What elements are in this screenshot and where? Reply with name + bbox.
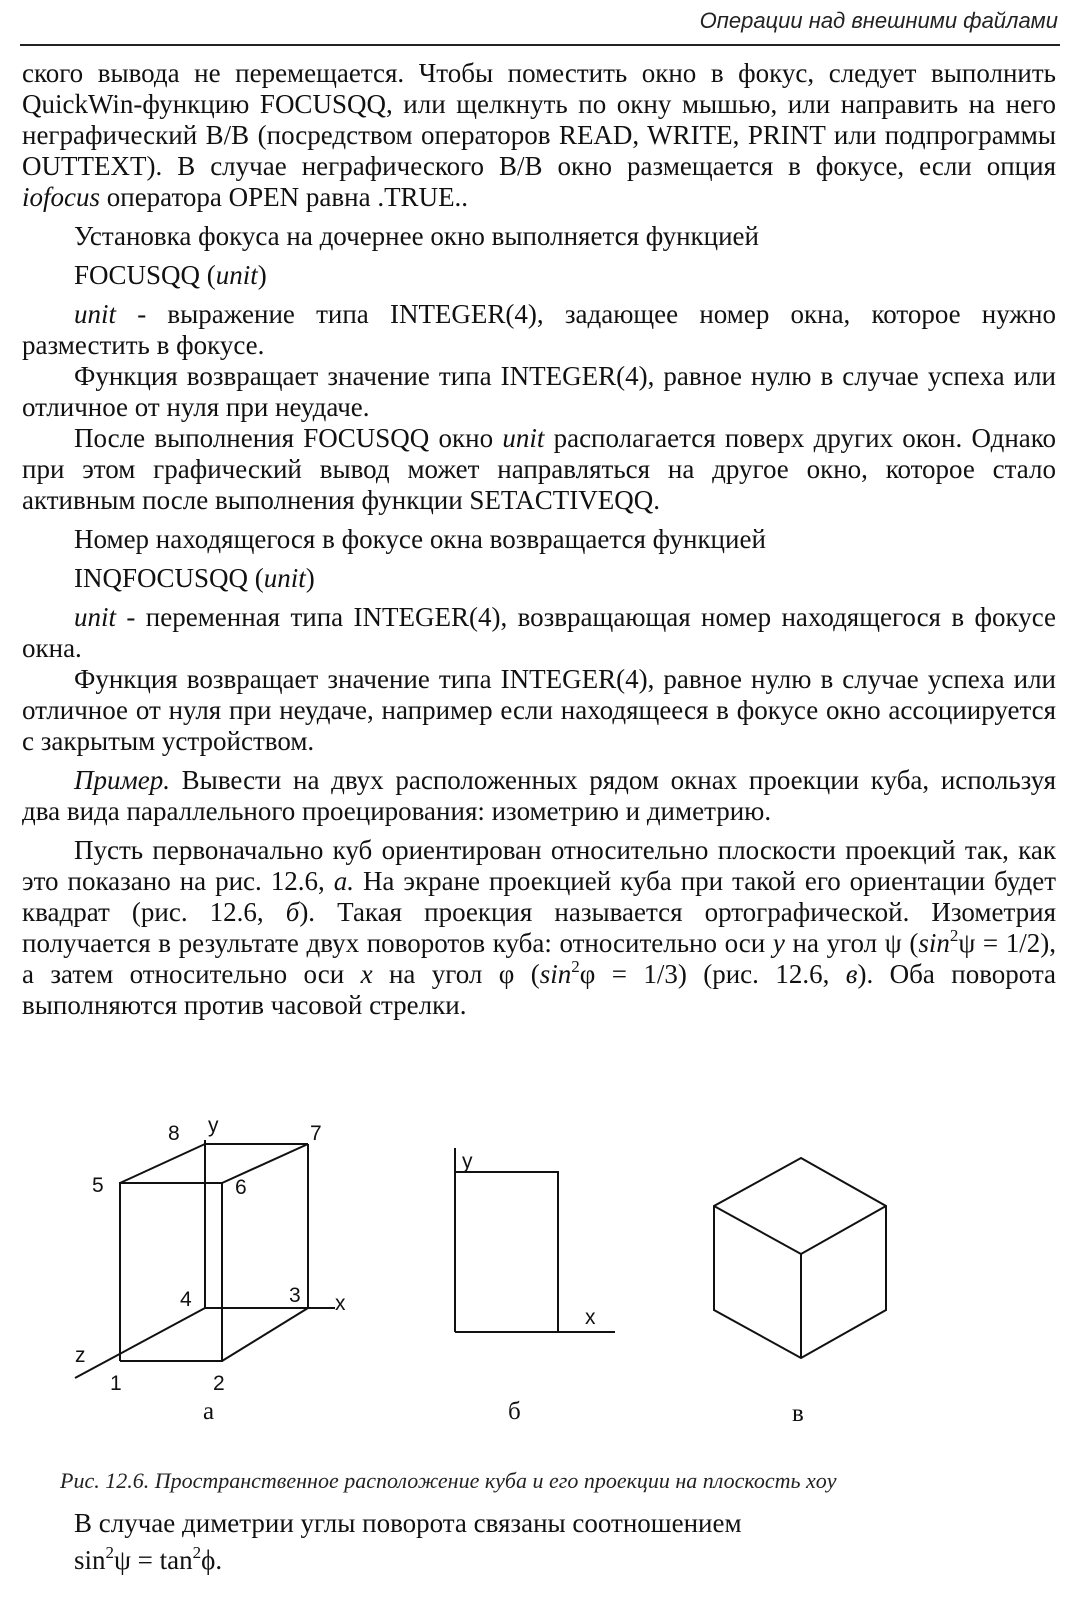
cube-front-face — [120, 1183, 222, 1361]
paragraph-example: Пример. Вывести на двух расположенных рядом окнах проекции куба, используя два вида параллельного проецирования: изометрию и диметрию. — [22, 765, 1057, 826]
formula: $\sin^2\psi = \tan^2\phi$. — [74, 1543, 223, 1575]
label-3: 3 — [289, 1284, 301, 1307]
figure-12-6 — [0, 1114, 1080, 1458]
cube-axes-diagram — [75, 1140, 335, 1378]
edge-2-3 — [222, 1308, 308, 1361]
paragraph-6: Номер находящегося в фокусе окна возвращается функцией — [74, 524, 766, 554]
label-y: y — [208, 1114, 219, 1137]
label-6: 6 — [235, 1176, 247, 1199]
text-block-top — [22, 58, 1056, 1021]
proj-square — [455, 1172, 558, 1332]
iso-top-edges — [714, 1206, 886, 1254]
proj-label-y: y — [462, 1150, 473, 1173]
label-8: 8 — [168, 1122, 180, 1145]
inqfocusqq-signature: INQFOCUSQQ (unit) — [74, 563, 315, 593]
label-4: 4 — [180, 1288, 192, 1311]
paragraph-3: unit - выражение типа INTEGER(4), задающее номер окна, которое нужно разместить в фокусе. — [22, 299, 1057, 360]
paragraph-7: unit - переменная типа INTEGER(4), возвращающая номер находящегося в фокусе окна. — [22, 602, 1057, 663]
sublabel-b: б — [508, 1398, 521, 1425]
label-z: z — [75, 1344, 86, 1367]
edge-5-8 — [120, 1144, 205, 1183]
paragraph-11: В случае диметрии углы поворота связаны соотношением — [74, 1508, 742, 1538]
page-header — [20, 0, 1060, 46]
figure-drawing — [0, 1114, 1080, 1458]
paragraph-2: Установка фокуса на дочернее окно выполняется функцией — [74, 221, 759, 251]
isometric-cube — [714, 1158, 886, 1358]
paragraph-10: Пусть первоначально куб ориентирован относительно плоскости проекций так, как это показано на рис. 12.6, а. На экране проекцией куба при такой его ориентации будет квадрат (рис. 12.6, б). Такая проекция называется ортографической. Изометрия получается в результате двух поворотов куба: относительно оси y на угол ψ $(\sin^2\psi = 1/2)$, а затем относительно оси x на угол φ $(\sin^2\varphi = 1/3)$ (рис. 12.6, в). Оба поворота выполняются против часовой стрелки. — [22, 835, 1057, 1020]
label-x: x — [335, 1292, 346, 1315]
figure-caption: Рис. 12.6. Пространственное расположение куба и его проекции на плоскость xoy — [60, 1468, 837, 1493]
running-title: Операции над внешними файлами — [699, 8, 1058, 33]
focusqq-signature: FOCUSQQ (unit) — [74, 260, 267, 290]
paragraph-4: Функция возвращает значение типа INTEGER(4), равное нулю в случае успеха или отличное от нуля при неудаче. — [22, 361, 1056, 422]
sublabel-a: а — [203, 1398, 215, 1425]
label-1: 1 — [110, 1372, 122, 1395]
z-axis-line — [75, 1308, 205, 1378]
paragraph-1: ского вывода не перемещается. Чтобы поместить окно в фокус, следует выполнить QuickWin-функцию FOCUSQQ, или щелкнуть по окну мышью, или направить на него неграфический В/В (посредством операторов READ, WRITE, PRINT или подпрограммы OUTTEXT). В случае неграфического В/В окно размещается в фокусе, если опция iofocus оператора OPEN равна .TRUE.. — [22, 58, 1056, 212]
paragraph-5: После выполнения FOCUSQQ окно unit располагается поверх других окон. Однако при этом графический вывод может направляться на другое окно, которое стало активным после выполнения функции SETACTIVEQQ. — [22, 423, 1057, 515]
proj-label-x: x — [585, 1306, 596, 1329]
label-7: 7 — [310, 1122, 322, 1145]
square-projection — [455, 1148, 615, 1332]
paragraph-8: Функция возвращает значение типа INTEGER(4), равное нулю в случае успеха или отличное от нуля при неудаче, например если находящееся в фокусе окно ассоциируется с закрытым устройством. — [22, 664, 1056, 756]
sublabel-v: в — [792, 1400, 804, 1427]
text-block-bottom — [22, 1508, 1056, 1576]
label-5: 5 — [92, 1174, 104, 1197]
cube-vertex-labels — [75, 1114, 346, 1425]
label-2: 2 — [213, 1372, 225, 1395]
